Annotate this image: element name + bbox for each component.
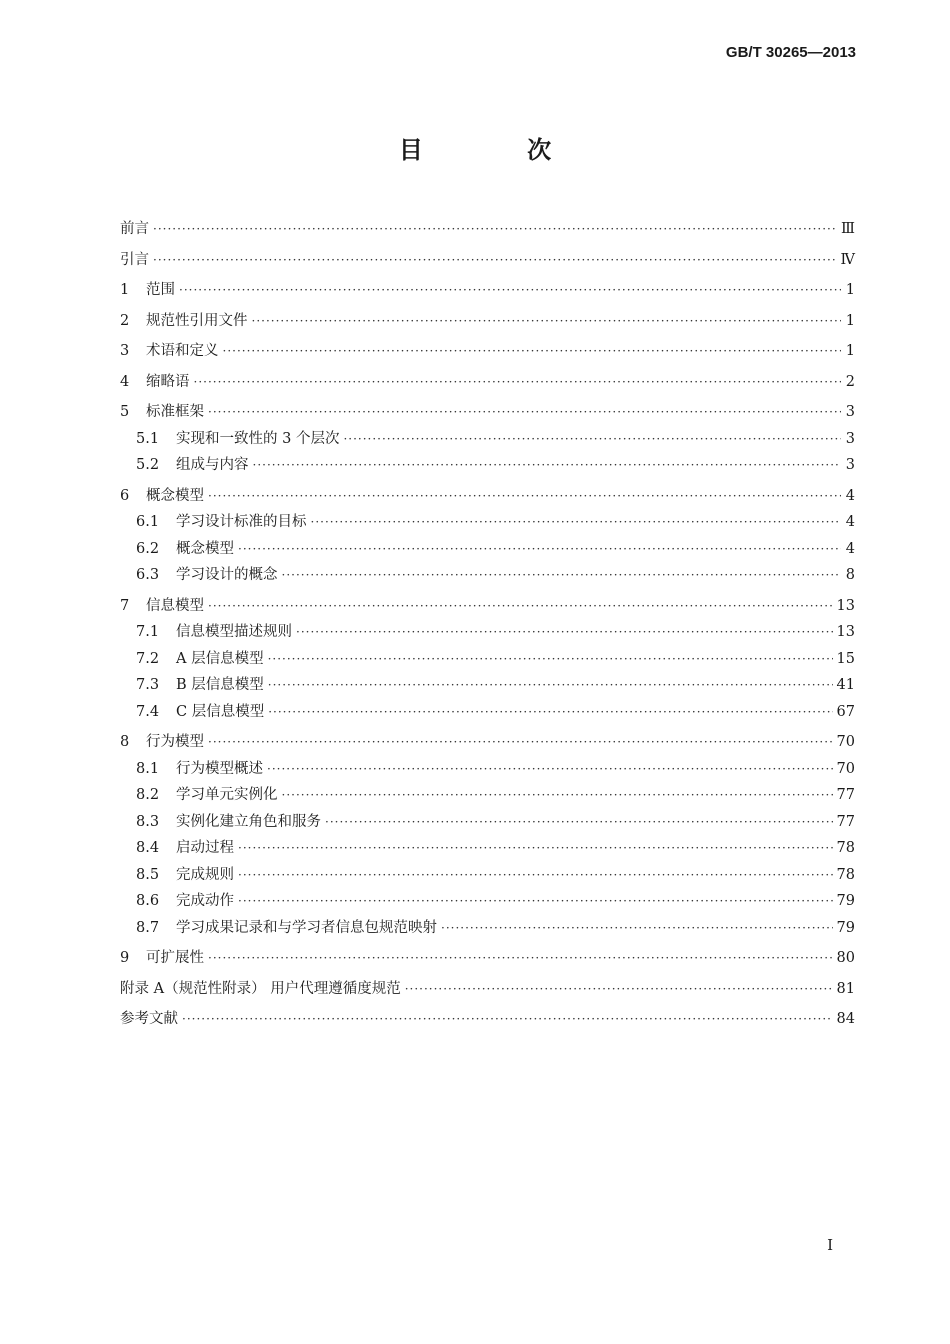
toc-leader-dots xyxy=(208,599,833,613)
toc-leader-dots xyxy=(208,405,841,419)
toc-entry[interactable] xyxy=(120,278,855,305)
toc-entry-number: 7.1 xyxy=(136,624,160,640)
toc-entry-page: 77 xyxy=(836,787,855,803)
toc-entry[interactable] xyxy=(120,510,855,537)
toc-entry[interactable] xyxy=(120,248,855,275)
toc-entry-label: B 层信息模型 xyxy=(176,677,264,693)
toc-entry-label: 术语和定义 xyxy=(146,343,219,359)
toc-entry-label: A 层信息模型 xyxy=(176,650,264,667)
toc-entry-page: 78 xyxy=(836,840,855,856)
toc-leader-dots xyxy=(194,375,842,389)
toc-entry-label: 前言 xyxy=(120,221,149,237)
toc-entry-number: 6 xyxy=(120,487,130,504)
toc-leader-dots xyxy=(153,253,837,267)
toc-leader-dots xyxy=(282,788,833,802)
toc-entry-page: 41 xyxy=(836,677,855,693)
toc-entry[interactable] xyxy=(120,700,855,727)
toc-leader-dots xyxy=(182,1012,833,1026)
toc-entry-number: 6.2 xyxy=(136,540,160,557)
toc-leader-dots xyxy=(238,841,833,855)
toc-entry-label: 信息模型描述规则 xyxy=(176,624,292,640)
toc-entry-label: 学习设计的概念 xyxy=(176,567,278,583)
toc-entry-page: 3 xyxy=(845,430,855,447)
toc-entry[interactable] xyxy=(120,836,855,863)
toc-leader-dots xyxy=(268,705,832,719)
toc-entry-label: 组成与内容 xyxy=(176,457,249,473)
toc-entry[interactable] xyxy=(120,916,855,943)
toc-entry-page: 1 xyxy=(845,343,855,359)
toc-entry-number: 5 xyxy=(120,404,130,420)
toc-entry-page: 1 xyxy=(845,282,855,298)
toc-leader-dots xyxy=(268,678,833,692)
toc-leader-dots xyxy=(208,489,841,503)
toc-entry-number: 6.1 xyxy=(136,514,160,530)
toc-entry-label: 信息模型 xyxy=(146,597,204,614)
toc-entry-label: 参考文献 xyxy=(120,1011,178,1027)
toc-entry-number: 8.7 xyxy=(136,919,160,936)
toc-entry-number: 2 xyxy=(120,312,130,329)
toc-entry[interactable] xyxy=(120,484,855,511)
toc-leader-dots xyxy=(238,542,841,556)
toc-entry[interactable] xyxy=(120,757,855,784)
toc-entry-page: 13 xyxy=(836,624,855,640)
toc-entry[interactable] xyxy=(120,370,855,397)
toc-entry-label: 可扩展性 xyxy=(146,950,204,966)
toc-entry-page: 84 xyxy=(836,1011,855,1027)
page-folio: I xyxy=(827,1236,833,1254)
toc-entry-page: Ⅳ xyxy=(840,251,855,268)
toc-entry-label: 行为模型 xyxy=(146,734,204,750)
toc-entry[interactable] xyxy=(120,783,855,810)
toc-entry-page: 3 xyxy=(845,457,855,473)
toc-entry[interactable] xyxy=(120,339,855,366)
toc-entry-number: 8.3 xyxy=(136,813,160,830)
toc-entry-number: 8.6 xyxy=(136,893,160,909)
toc-entry[interactable] xyxy=(120,647,855,674)
toc-entry-label: 附录 A（规范性附录） 用户代理遵循度规范 xyxy=(120,980,401,997)
toc-leader-dots xyxy=(311,515,842,529)
toc-entry-page: 4 xyxy=(845,514,855,530)
toc-entry-label: 概念模型 xyxy=(146,487,204,504)
toc-entry-number: 5.2 xyxy=(136,457,160,473)
toc-entry-page: 70 xyxy=(836,734,855,750)
toc-entry-page: 2 xyxy=(845,373,855,390)
toc-entry[interactable] xyxy=(120,730,855,757)
toc-entry-page: 67 xyxy=(836,703,855,720)
toc-entry-number: 7.2 xyxy=(136,650,160,667)
toc-entry-label: 完成动作 xyxy=(176,893,234,909)
toc-entry-page: 79 xyxy=(836,893,855,909)
toc-entry-label: 实例化建立角色和服务 xyxy=(176,813,321,830)
toc-entry-number: 8.1 xyxy=(136,760,160,777)
toc-entry-label: 学习单元实例化 xyxy=(176,787,278,803)
toc-entry-number: 8.2 xyxy=(136,787,160,803)
toc-entry-label: 实现和一致性的 3 个层次 xyxy=(176,430,340,447)
toc-entry-number: 7.4 xyxy=(136,703,160,720)
toc-entry-page: Ⅲ xyxy=(841,221,855,237)
toc-entry-page: 3 xyxy=(845,404,855,420)
toc-entry-number: 6.3 xyxy=(136,567,160,583)
toc-entry-number: 7 xyxy=(120,597,130,614)
standard-code: GB/T 30265—2013 xyxy=(725,44,856,61)
toc-entry-number: 1 xyxy=(120,282,130,298)
toc-entry-label: C 层信息模型 xyxy=(176,703,265,720)
toc-leader-dots xyxy=(296,625,833,639)
toc-leader-dots xyxy=(238,894,833,908)
table-of-contents xyxy=(120,213,855,1034)
toc-entry-page: 4 xyxy=(845,487,855,504)
toc-entry-label: 范围 xyxy=(146,282,175,298)
toc-leader-dots xyxy=(252,314,842,328)
toc-entry-number: 5.1 xyxy=(136,430,160,447)
toc-leader-dots xyxy=(325,815,833,829)
toc-entry-label: 完成规则 xyxy=(176,866,234,883)
toc-entry-number: 3 xyxy=(120,343,130,359)
toc-entry-label: 学习设计标准的目标 xyxy=(176,514,307,530)
toc-entry[interactable] xyxy=(120,673,855,700)
toc-entry-label: 引言 xyxy=(120,251,149,268)
toc-entry-number: 8.5 xyxy=(136,866,160,883)
toc-leader-dots xyxy=(441,921,833,935)
toc-leader-dots xyxy=(282,568,842,582)
toc-entry[interactable] xyxy=(120,537,855,564)
toc-entry-number: 8.4 xyxy=(136,840,160,856)
toc-entry[interactable] xyxy=(120,594,855,621)
toc-entry-page: 8 xyxy=(845,567,855,583)
toc-entry-page: 1 xyxy=(845,312,855,329)
toc-leader-dots xyxy=(405,982,833,996)
toc-entry-page: 70 xyxy=(836,760,855,777)
toc-entry-label: 行为模型概述 xyxy=(176,760,263,777)
toc-entry[interactable] xyxy=(120,400,855,427)
toc-entry[interactable] xyxy=(120,946,855,973)
toc-entry[interactable] xyxy=(120,977,855,1004)
toc-entry[interactable] xyxy=(120,563,855,590)
toc-leader-dots xyxy=(179,283,841,297)
toc-entry[interactable] xyxy=(120,217,855,244)
toc-entry-label: 学习成果记录和与学习者信息包规范映射 xyxy=(176,919,437,936)
toc-entry-page: 77 xyxy=(836,813,855,830)
toc-entry[interactable] xyxy=(120,427,855,454)
toc-entry-page: 81 xyxy=(836,980,855,997)
toc-entry-page: 80 xyxy=(836,950,855,966)
toc-entry[interactable] xyxy=(120,863,855,890)
toc-entry[interactable] xyxy=(120,620,855,647)
toc-entry[interactable] xyxy=(120,1007,855,1034)
toc-entry-label: 概念模型 xyxy=(176,540,234,557)
toc-leader-dots xyxy=(208,735,833,749)
toc-entry-page: 79 xyxy=(836,919,855,936)
toc-entry-page: 15 xyxy=(836,650,855,667)
toc-entry-page: 4 xyxy=(845,540,855,557)
toc-leader-dots xyxy=(343,432,841,446)
toc-entry-number: 8 xyxy=(120,734,130,750)
toc-entry-number: 4 xyxy=(120,373,130,390)
page-title: 目 次 xyxy=(398,136,600,164)
toc-entry-label: 规范性引用文件 xyxy=(146,312,248,329)
toc-entry[interactable] xyxy=(120,309,855,336)
toc-leader-dots xyxy=(268,652,833,666)
toc-entry-label: 启动过程 xyxy=(176,840,234,856)
toc-leader-dots xyxy=(223,344,842,358)
toc-entry[interactable] xyxy=(120,453,855,480)
toc-entry-page: 78 xyxy=(836,866,855,883)
toc-leader-dots xyxy=(153,222,837,236)
toc-entry-label: 缩略语 xyxy=(146,373,190,390)
toc-leader-dots xyxy=(238,868,833,882)
toc-leader-dots xyxy=(267,762,833,776)
toc-entry-number: 9 xyxy=(120,950,130,966)
toc-entry-page: 13 xyxy=(836,597,855,614)
toc-leader-dots xyxy=(253,458,842,472)
toc-leader-dots xyxy=(208,951,833,965)
toc-entry-number: 7.3 xyxy=(136,677,160,693)
toc-entry[interactable] xyxy=(120,810,855,837)
toc-entry[interactable] xyxy=(120,889,855,916)
toc-entry-label: 标准框架 xyxy=(146,404,204,420)
